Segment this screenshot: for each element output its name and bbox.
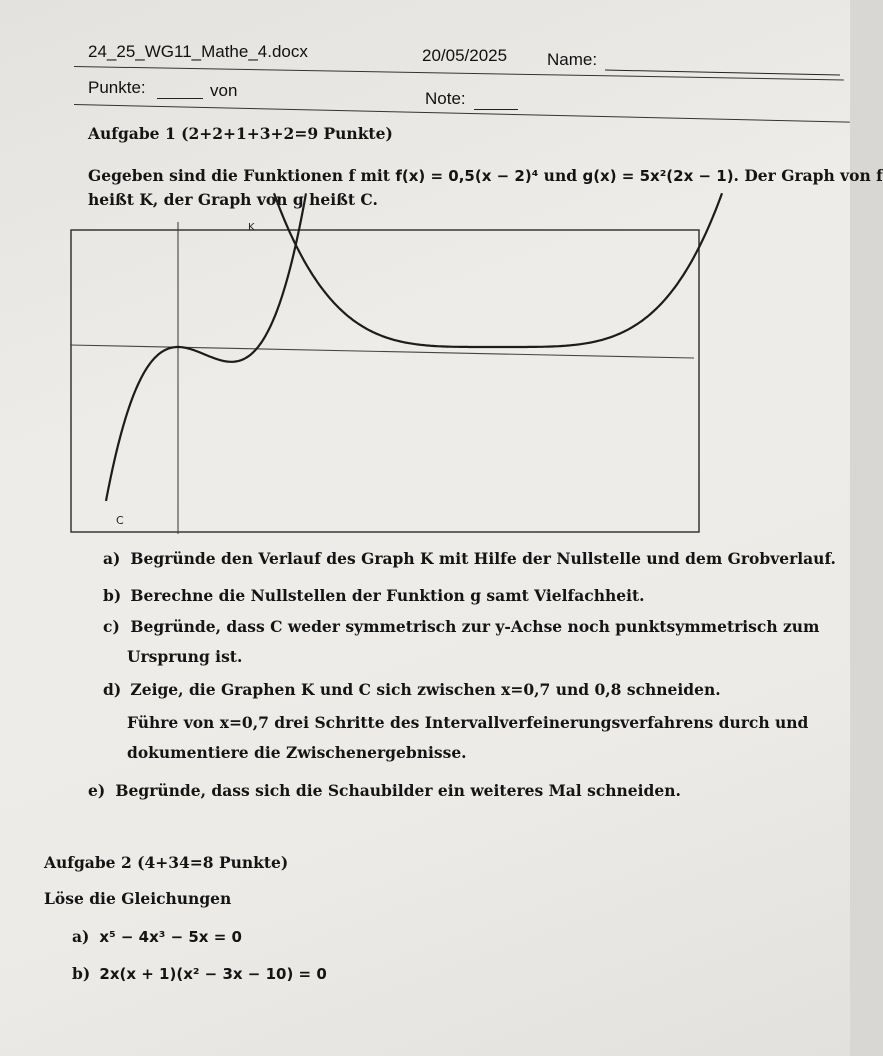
item-label: e): [88, 781, 106, 800]
graph-label-c: C: [116, 514, 124, 527]
task1-item-a: [103, 549, 836, 568]
graph-label-k: K: [248, 222, 255, 233]
task1-item-b: [103, 586, 645, 605]
header-date: 20/05/2025: [422, 46, 508, 65]
task1-item-e: [88, 781, 681, 800]
task1-item-d-line3: dokumentiere die Zwischenergebnisse.: [127, 743, 467, 762]
f-expression: f(x) = 0,5(x − 2)⁴: [395, 167, 539, 185]
header-filename: 24_25_WG11_Mathe_4.docx: [88, 42, 308, 61]
task1-intro-line1: [88, 166, 883, 185]
item-label: c): [103, 617, 120, 636]
g-expression: g(x) = 5x²(2x − 1): [582, 167, 734, 185]
function-graph: [70, 222, 702, 534]
task1-item-d-line2: Führe von x=0,7 drei Schritte des Intervallverfeinerungsverfahrens durch und: [127, 713, 809, 732]
task1-intro-and: und: [538, 166, 583, 185]
name-blank: [605, 70, 840, 76]
task1-item-c: [103, 617, 819, 636]
task1-intro-prefix: Gegeben sind die Funktionen f mit: [88, 166, 396, 185]
task1-title: Aufgabe 1 (2+2+1+3+2=9 Punkte): [88, 124, 393, 143]
task2-title: Aufgabe 2 (4+34=8 Punkte): [44, 853, 289, 872]
equation-a: x⁵ − 4x³ − 5x = 0: [99, 928, 242, 946]
item-label: a): [103, 549, 121, 568]
header-rule-top: [74, 66, 844, 80]
task1-intro-line2: heißt K, der Graph von g heißt C.: [88, 190, 378, 209]
task1-item-d: [103, 680, 721, 699]
task1-item-c-line2: Ursprung ist.: [127, 647, 243, 666]
header-of-label: von: [210, 81, 238, 100]
task2-item-b: [72, 964, 327, 983]
task2-item-a: [72, 927, 242, 946]
item-text: Begründe den Verlauf des Graph K mit Hilfe der Nullstelle und dem Grobverlauf.: [130, 549, 836, 568]
equation-b: 2x(x + 1)(x² − 3x − 10) = 0: [99, 965, 327, 983]
item-label: a): [72, 927, 90, 946]
graph-k-curve: [274, 193, 722, 347]
header-grade-label: Note:: [425, 89, 466, 108]
item-text: Zeige, die Graphen K und C sich zwischen x=0,7 und 0,8 schneiden.: [130, 680, 721, 699]
points-blank: [157, 98, 203, 99]
header-points-label: Punkte:: [88, 78, 146, 97]
item-text: Berechne die Nullstellen der Funktion g samt Vielfachheit.: [130, 586, 645, 605]
header-name-label: Name:: [547, 50, 598, 69]
item-text: Begründe, dass C weder symmetrisch zur y-Achse noch punktsymmetrisch zum: [130, 617, 820, 636]
grade-blank: [474, 109, 518, 110]
item-label: b): [72, 964, 91, 983]
graph-c-curve: [106, 193, 306, 501]
item-label: d): [103, 680, 122, 699]
item-text: Begründe, dass sich die Schaubilder ein weiteres Mal schneiden.: [115, 781, 681, 800]
task2-intro: Löse die Gleichungen: [44, 889, 232, 908]
item-label: b): [103, 586, 122, 605]
graph-frame: [71, 230, 699, 532]
task1-intro-suffix: . Der Graph von f: [733, 166, 883, 185]
